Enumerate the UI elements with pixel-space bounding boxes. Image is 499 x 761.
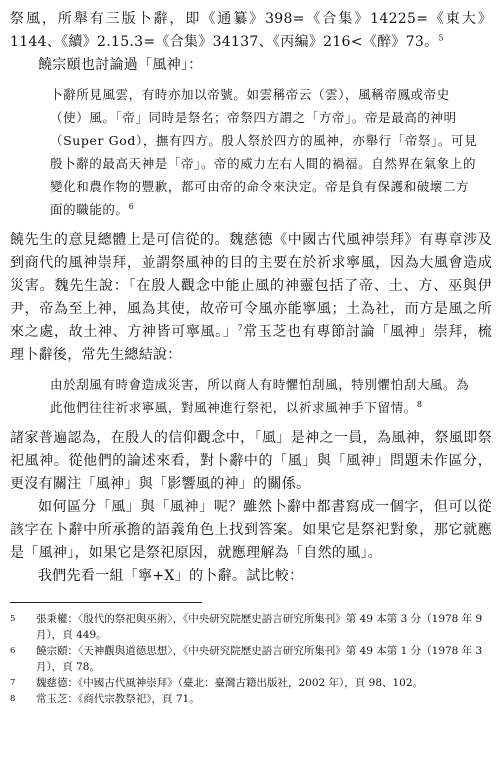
block-quote-2-text: 由於刮風有時會造成災害，所以商人有時懼怕刮風，特別懼怕刮大風。為此他們往往祈求寧風，對風神進行祭祀，以祈求風神手下留情。 [50, 377, 470, 415]
paragraph-4: 諸家普遍認為，在殷人的信仰觀念中，「風」是神之一員，為風神，祭風即祭祀風神。從他們的論述來看，對卜辭中的「風」與「風神」問題未作區分，更沒有關注「風神」與「影響風的神」的關係。 [10, 430, 492, 492]
footnote-number: 8 [10, 694, 16, 704]
footnote-divider [10, 602, 202, 603]
block-quote-1-text: 卜辭所見風雲，有時亦加以帝號。如雲稱帝云（雲），風稱帝鳳或帝史（使）風。「帝」同時是祭名；帝祭四方謂之「方帝」。帝是最高的神明（Super God），撫有四方。殷人祭於四方的風神，亦舉行「帝祭」。可見殷卜辭的最高天神是「帝」。帝的威力左右人間的禍福。自然界在氣象上的變化和農作物的豐歉，都可由帝的命令來決定。帝是負有保護和破壞二方面的職能的。 [50, 87, 478, 217]
footnote-text: 張秉權：〈殷代的祭祀與巫術〉，《中央研究院歷史語言研究所集刊》第 49 本第 3 分（1978 年 9 月），頁 449。 [36, 613, 483, 641]
footnotes [10, 611, 492, 707]
footnote-8 [10, 691, 492, 707]
paragraph-1 [10, 8, 492, 54]
footnote-text: 魏慈德：《中國古代風神崇拜》（臺北：臺灣古籍出版社，2002 年），頁 98、102。 [36, 677, 424, 689]
paragraph-1-text: 祭風，所舉有三版卜辭，即《通纂》398=《合集》14225=《東大》1144、《續》2.15.3=《合集》34137、《丙編》216<《醉》73。 [10, 11, 492, 50]
footnote-7 [10, 675, 492, 691]
block-quote-2 [10, 373, 492, 419]
footnote-text: 常玉芝：《商代宗教祭祀》，頁 71。 [36, 693, 200, 705]
footnote-ref-8[interactable]: 8 [416, 399, 423, 409]
paragraph-2: 饒宗頤也討論過「風神」： [38, 57, 203, 73]
footnote-text: 饒宗頤：〈天神觀與道德思想〉，《中央研究院歷史語言研究所集刊》第 49 本第 1 分（1978 年 3 月），頁 78。 [36, 645, 483, 673]
footnote-ref-7[interactable]: 7 [237, 323, 243, 333]
paragraph-6: 我們先看一組「寧+X」的卜辭。試比較： [38, 568, 304, 584]
page-body [10, 8, 492, 707]
footnote-number: 7 [10, 678, 16, 688]
footnote-ref-5[interactable]: 5 [438, 33, 444, 43]
paragraph-3 [10, 229, 492, 367]
footnote-6 [10, 643, 492, 675]
footnote-ref-6[interactable]: 6 [128, 201, 135, 211]
paragraph-5: 如何區分「風」與「風神」呢？雖然卜辭中都書寫成一個字，但可以從該字在卜辭中所承擔的語義角色上找到答案。如果它是祭祀對象，那它就應是「風神」，如果它是祭祀原因，就應理解為「自然的風」。 [10, 499, 492, 561]
paragraph-3-text-b: 常玉芝也有專節討論「風神」崇拜，梳理卜辭後，常先生總結說： [10, 324, 492, 363]
footnote-number: 5 [10, 614, 16, 624]
footnote-5 [10, 611, 492, 643]
block-quote-1 [10, 83, 492, 221]
paragraph-3-text-a: 饒先生的意見總體上是可信從的。魏慈德《中國古代風神崇拜》有專章涉及到商代的風神崇拜，並謂祭風神的目的主要在於祈求寧風，因為大風會造成災害。魏先生說：「在殷人觀念中能止風的神靈包括了帝、土、方、巫與伊尹，帝為至上神，風為其使，故帝可令風亦能寧風；土為社，而方是風之所來之處，故土神、方神皆可寧風。」 [10, 232, 492, 340]
footnote-number: 6 [10, 646, 16, 656]
